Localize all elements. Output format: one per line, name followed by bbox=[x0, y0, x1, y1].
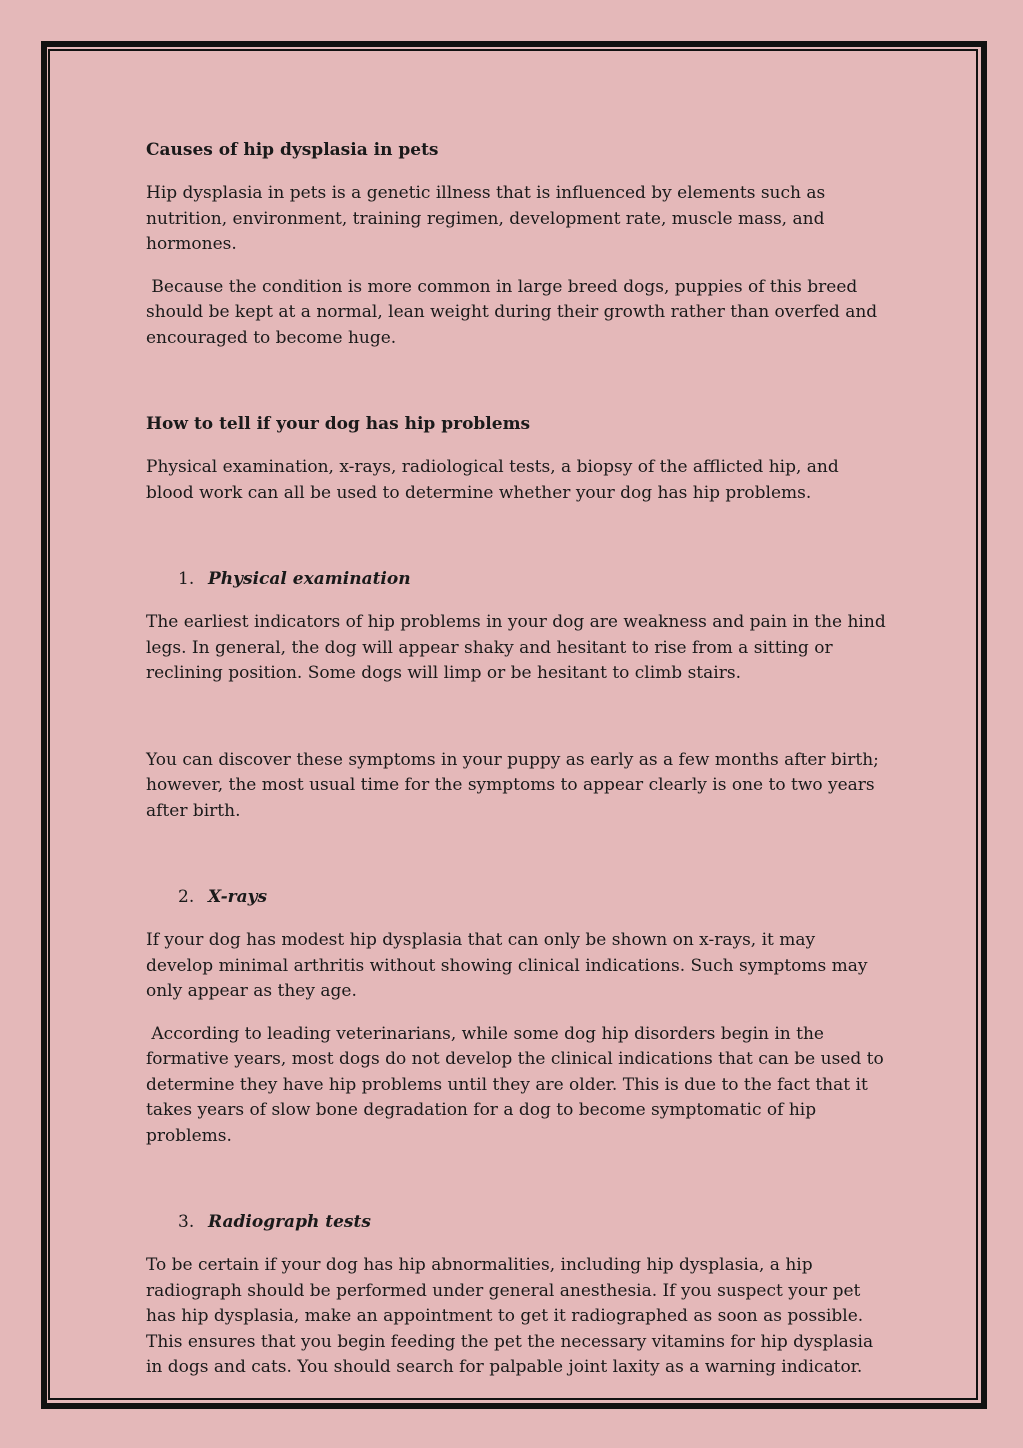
list-number: 2. bbox=[178, 887, 195, 907]
list-item-x-rays bbox=[146, 885, 886, 910]
causes-paragraph-1: Hip dysplasia in pets is a genetic illness that is influenced by elements such as nutrition, environment, training regimen, development rate, muscle mass, and hormones. bbox=[146, 183, 826, 254]
spacer bbox=[146, 368, 886, 412]
x-rays-paragraph-1: If your dog has modest hip dysplasia that can only be shown on x-rays, it may develop minimal arthritis without showing clinical indications. Such symptoms may only appear as they age. bbox=[146, 930, 868, 1001]
radiograph-paragraph-1: To be certain if your dog has hip abnormalities, including hip dysplasia, a hip radiograph should be performed under general anesthesia. If you suspect your pet has hip dysplasia, make an appointment to get it radiographed as soon as possible. This ensures that you begin feeding the pet the necessary vitamins for hip dysplasia in dogs and cats. You should search for palpable joint laxity as a warning indicator. bbox=[146, 1255, 874, 1377]
document-body bbox=[146, 138, 890, 1398]
causes-paragraph-2: Because the condition is more common in large breed dogs, puppies of this breed should be kept at a normal, lean weight during their growth rather than overfed and encouraged to become huge. bbox=[146, 276, 883, 348]
x-rays-paragraph-2: According to leading veterinarians, while some dog hip disorders begin in the formative years, most dogs do not develop the clinical indications that can be used to determine they have hip problems until they are older. This is due to the fact that it takes years of slow bone degradation for a dog to become symptomatic of hip problems. bbox=[146, 1023, 890, 1146]
spacer bbox=[146, 841, 886, 885]
list-item-title: Physical examination bbox=[208, 569, 411, 589]
spacer bbox=[146, 1166, 886, 1210]
list-item-title: X-rays bbox=[208, 887, 268, 907]
tell-heading: How to tell if your dog has hip problems bbox=[146, 414, 531, 434]
list-item-physical-examination bbox=[146, 567, 886, 592]
list-item-title: Radiograph tests bbox=[208, 1212, 371, 1232]
list-item-radiograph-tests bbox=[146, 1210, 886, 1235]
physical-exam-paragraph-2: You can discover these symptoms in your puppy as early as a few months after birth; however, the most usual time for the symptoms to appear clearly is one to two years after birth. bbox=[146, 749, 879, 821]
spacer bbox=[146, 523, 886, 567]
list-number: 3. bbox=[178, 1212, 195, 1232]
causes-heading: Causes of hip dysplasia in pets bbox=[146, 140, 439, 160]
spacer bbox=[146, 704, 886, 748]
tell-paragraph-1: Physical examination, x-rays, radiological tests, a biopsy of the afflicted hip, and blood work can all be used to determine whether your dog has hip problems. bbox=[146, 457, 839, 503]
physical-exam-paragraph-1: The earliest indicators of hip problems in your dog are weakness and pain in the hind legs. In general, the dog will appear shaky and hesitant to rise from a sitting or reclining position. Some dogs will limp or be hesitant to climb stairs. bbox=[146, 612, 886, 683]
list-number: 1. bbox=[178, 569, 195, 589]
